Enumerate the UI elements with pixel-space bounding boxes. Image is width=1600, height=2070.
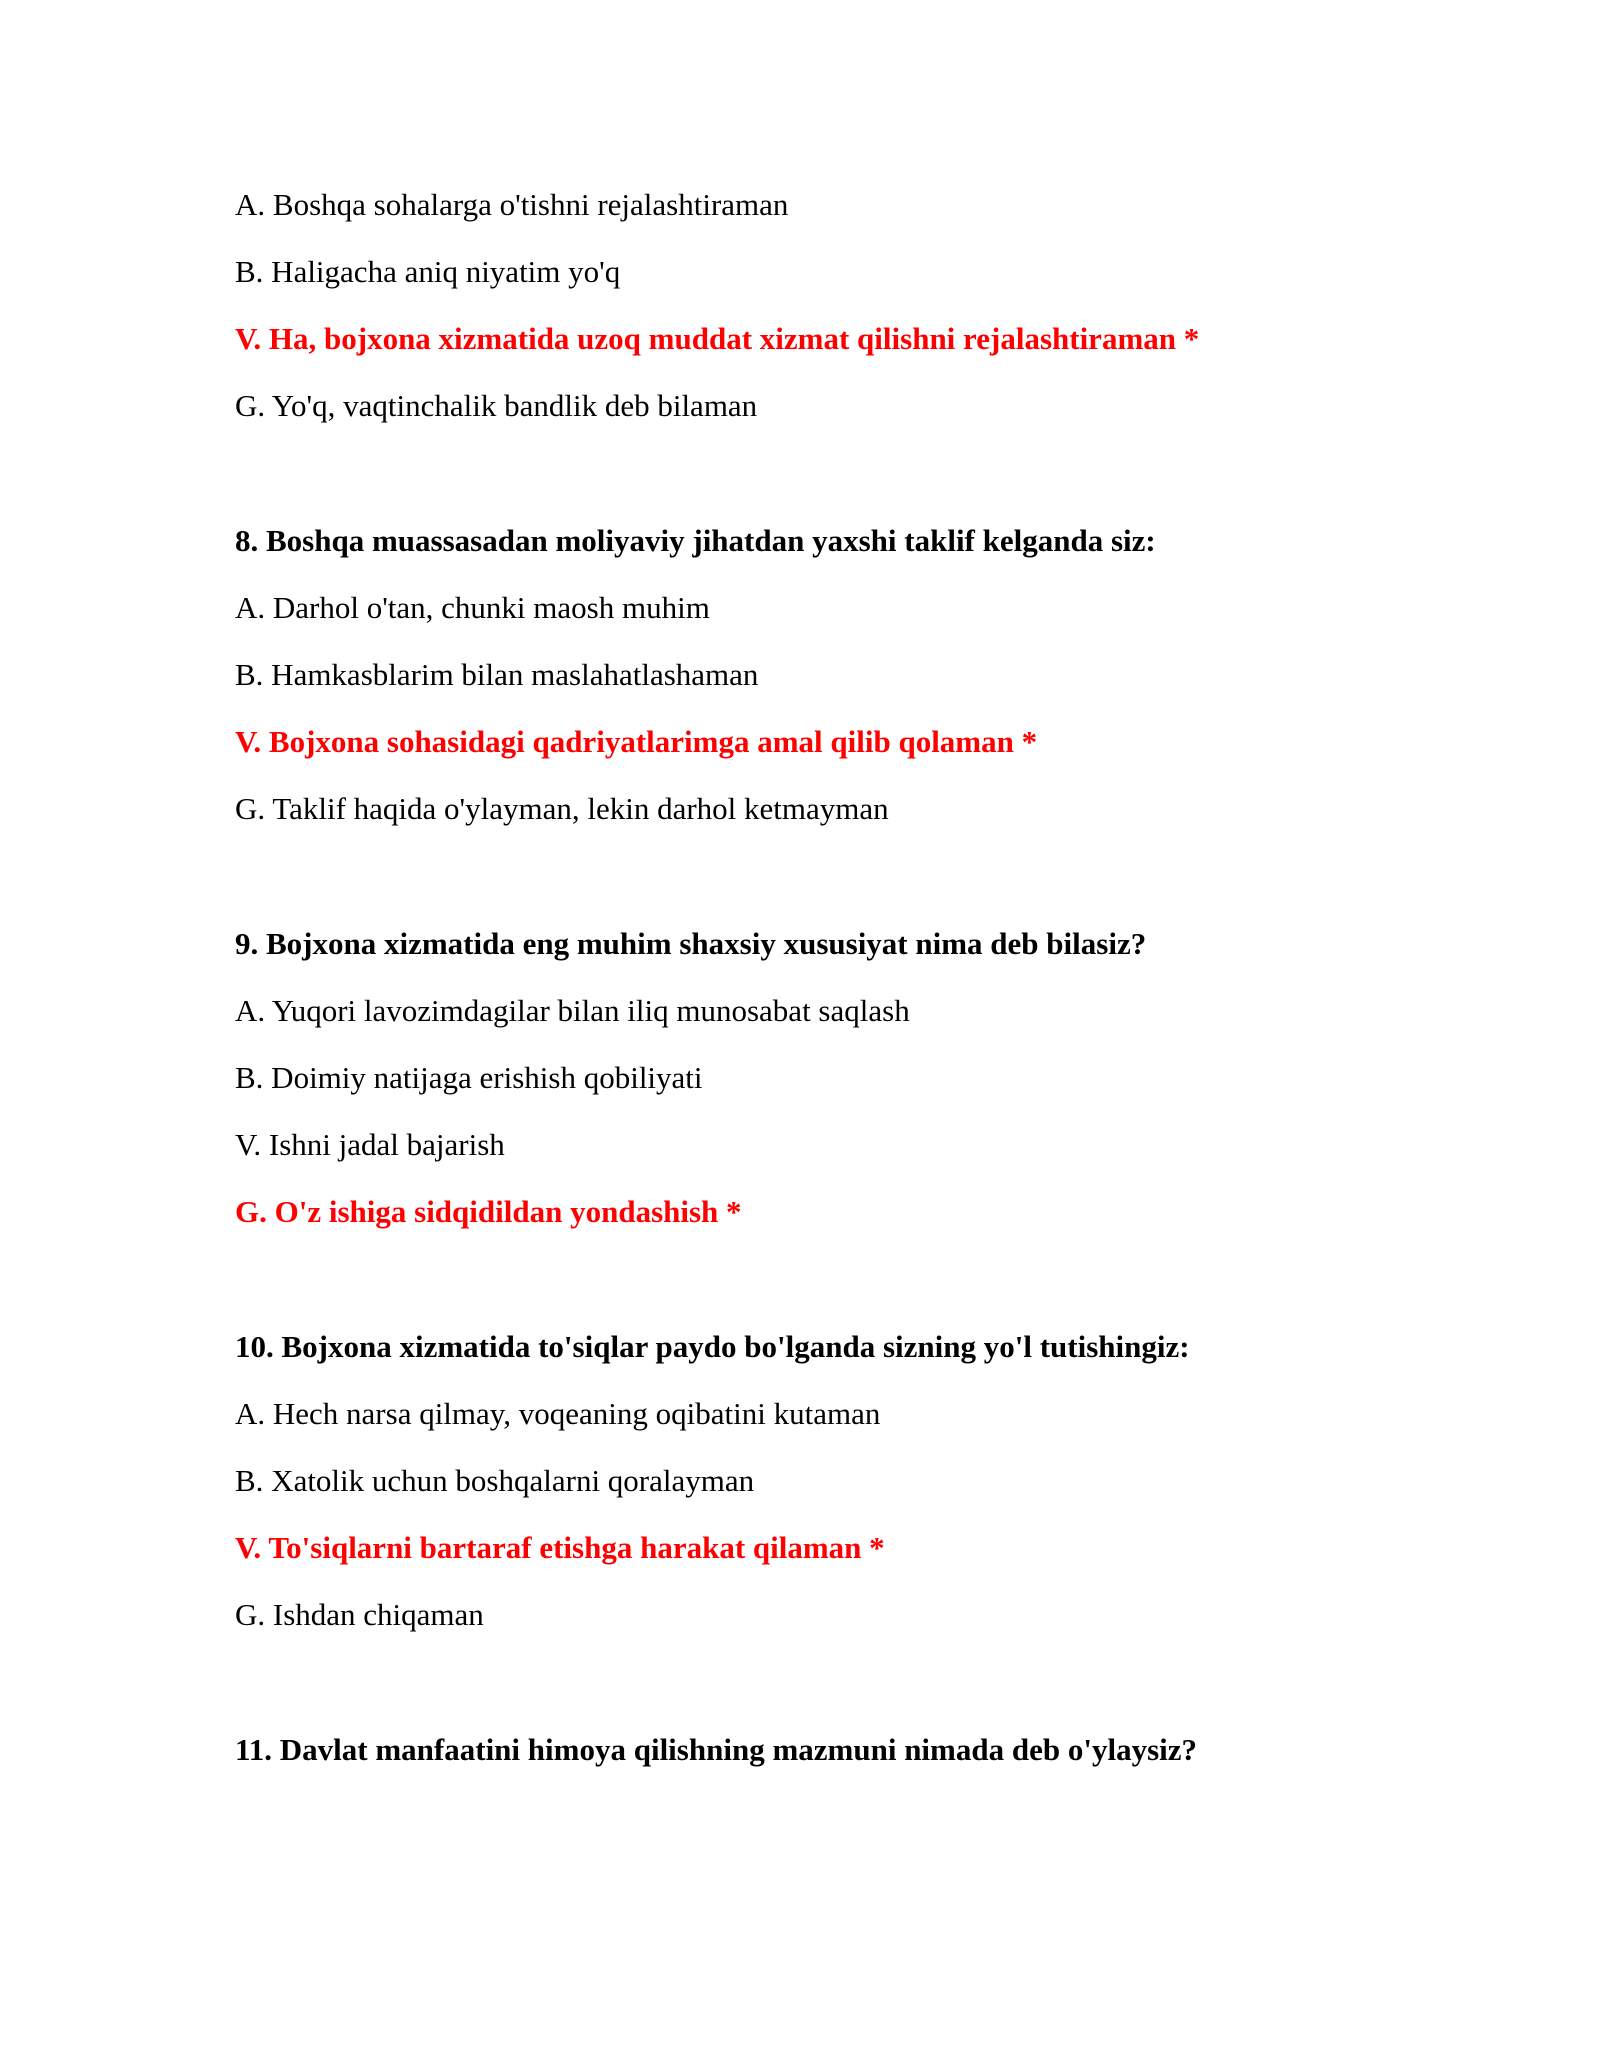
question-8-option-g: G. Taklif haqida o'ylayman, lekin darhol ketmayman [235,791,889,826]
question-9: 9. Bojxona xizmatida eng muhim shaxsiy xususiyat nima deb bilasiz? [235,926,1147,961]
question-8-option-a: A. Darhol o'tan, chunki maosh muhim [235,590,710,625]
question-8-correct-option-v: V. Bojxona sohasidagi qadriyatlarimga amal qilib qolaman * [235,724,1038,759]
question-10: 10. Bojxona xizmatida to'siqlar paydo bo'lganda sizning yo'l tutishingiz: [235,1329,1190,1364]
question-11: 11. Davlat manfaatini himoya qilishning mazmuni nimada deb o'ylaysiz? [235,1732,1198,1767]
answer-option-g: G. Yo'q, vaqtinchalik bandlik deb bilaman [235,388,758,423]
question-10-option-a: A. Hech narsa qilmay, voqeaning oqibatini kutaman [235,1396,881,1431]
question-8: 8. Boshqa muassasadan moliyaviy jihatdan yaxshi taklif kelganda siz: [235,523,1156,558]
answer-option-b: B. Haligacha aniq niyatim yo'q [235,254,621,289]
correct-answer-option-v: V. Ha, bojxona xizmatida uzoq muddat xizmat qilishni rejalashtiraman * [235,321,1200,356]
question-8-option-b: B. Hamkasblarim bilan maslahatlashaman [235,657,759,692]
question-9-option-a: A. Yuqori lavozimdagilar bilan iliq munosabat saqlash [235,993,910,1028]
question-10-option-b: B. Xatolik uchun boshqalarni qoralayman [235,1463,755,1498]
question-10-option-g: G. Ishdan chiqaman [235,1597,484,1632]
question-9-correct-option-g: G. O'z ishiga sidqidildan yondashish * [235,1194,742,1229]
question-10-correct-option-v: V. To'siqlarni bartaraf etishga harakat qilaman * [235,1530,885,1565]
question-9-option-v: V. Ishni jadal bajarish [235,1127,505,1162]
answer-option-a: A. Boshqa sohalarga o'tishni rejalashtiraman [235,187,789,222]
question-9-option-b: B. Doimiy natijaga erishish qobiliyati [235,1060,703,1095]
